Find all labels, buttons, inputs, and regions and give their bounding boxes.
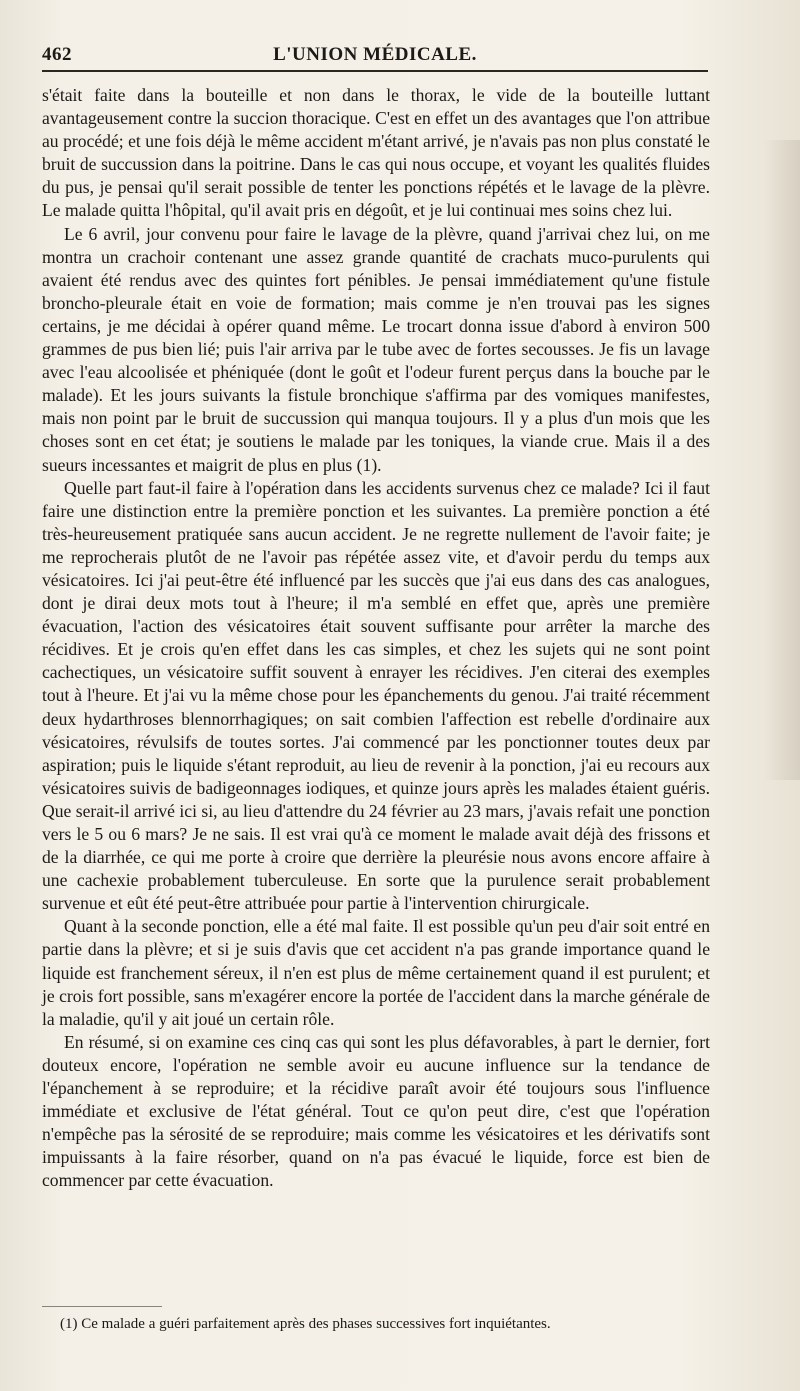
paragraph-2: Le 6 avril, jour convenu pour faire le lavage de la plèvre, quand j'arrivai chez lui, on me montra un crachoir contenant une assez grande quantité de crachats muco-purulents qui avaient été rendus avec des quintes fort pénibles. Je pensai immédiatement qu'une fistule broncho-pleurale était en voie de formation; mais comme je n'en trouvai pas les signes certains, je me décidai à opérer quand même. Le trocart donna issue d'abord à environ 500 grammes de pus bien lié; puis l'air arriva par le tube avec de fortes secousses. Je fis un lavage avec l'eau alcoolisée et phéniquée (dont le goût et l'odeur furent perçus dans la bouche par le malade). Et les jours suivants la fistule bronchique s'affirma par des vomiques manifestes, mais non point par le bruit de succussion qui manqua toujours. Il y a plus d'un mois que les choses sont en cet état; je soutiens le malade par les toniques, la viande crue. Mais il a des sueurs incessantes et maigrit de plus en plus (1). (42, 223, 710, 475)
footnote-separator (42, 1306, 162, 1307)
page-header (42, 40, 708, 72)
paragraph-3: Quelle part faut-il faire à l'opération dans les accidents survenus chez ce malade? Ici il faut faire une distinction entre la première ponction et les suivantes. La première ponction a été très-heureusement pratiquée sans aucun accident. Je ne regrette nullement de l'avoir faite; je me reprocherais plutôt de ne l'avoir pas répétée assez vite, et d'avoir perdu du temps aux vésicatoires. Ici j'ai peut-être été influencé par les succès que j'ai eus dans des cas analogues, dont je dirai deux mots tout à l'heure; il m'a semblé en effet que, après une première évacuation, l'action des vésicatoires était souvent suffisante pour arrêter la marche des récidives. Et je crois qu'en effet dans les cas simples, et chez les sujets qui ne sont point cachectiques, un vésicatoire suffit souvent à enrayer les récidives. J'en citerai des exemples tout à l'heure. Et j'ai vu la même chose pour les épanchements du genou. J'ai traité récemment deux hydarthroses blennorrhagiques; on sait combien l'affection est rebelle d'ordinaire aux vésicatoires, révulsifs de toutes sortes. J'ai commencé par les ponctionner toutes deux par aspiration; puis le liquide s'étant reproduit, au lieu de revenir à la ponction, j'ai eu recours aux vésicatoires suivis de badigeonnages iodiques, et quinze jours après les malades étaient guéris. Que serait-il arrivé ici si, au lieu d'attendre du 24 février au 23 mars, j'avais refait une ponction vers le 5 ou 6 mars? Je ne sais. Il est vrai qu'à ce moment le malade avait déjà des frissons et de la diarrhée, ce qui me porte à croire que derrière la pleurésie nous avons encore affaire à une cachexie probablement tuberculeuse. En sorte que la purulence serait probablement survenue et eût été peut-être attribuée pour partie à l'intervention chirurgicale. (42, 477, 710, 914)
paragraph-5: En résumé, si on examine ces cinq cas qui sont les plus défavorables, à part le dernier, fort douteux encore, l'opération ne semble avoir eu aucune influence sur la tendance de l'épanchement à se reproduire; et la récidive paraît avoir été toujours sous l'influence immédiate et exclusive de l'état général. Tout ce qu'on peut dire, c'est que l'opération n'empêche pas la sérosité de se reproduire; mais comme les vésicatoires et les dérivatifs sont impuissants à la faire résorber, quand on n'a pas évacué le liquide, force est bien de commencer par cette évacuation. (42, 1031, 710, 1191)
page-number: 462 (42, 44, 72, 65)
paragraph-4: Quant à la seconde ponction, elle a été mal faite. Il est possible qu'un peu d'air soit entré en partie dans la plèvre; et si je suis d'avis que cet accident n'a pas grande importance quand le liquide est franchement séreux, il n'en est plus de même certainement quand il est purulent; et je crois fort possible, sans m'exagérer encore la portée de l'accident dans la marche générale de la maladie, qu'il y ait joué un certain rôle. (42, 916, 710, 1029)
paragraph-1: s'était faite dans la bouteille et non dans le thorax, le vide de la bouteille luttant avantageusement contre la succion thoracique. C'est en effet un des avantages que l'on attribue au procédé; et une fois déjà le même accident m'étant arrivé, je n'avais pas non plus constaté le bruit de succussion dans la poitrine. Dans le cas qui nous occupe, et voyant les qualités fluides du pus, je pensai qu'il serait possible de tenter les ponctions répétés et le lavage de la plèvre. Le malade quitta l'hôpital, qu'il avait pris en dégoût, et je lui continuai mes soins chez lui. (42, 85, 710, 221)
running-title: L'UNION MÉDICALE. (273, 44, 477, 65)
body-text (42, 84, 710, 1193)
page-edge-shadow (764, 140, 800, 780)
footnote: (1) Ce malade a guéri parfaitement après des phases successives fort inquiétantes. (60, 1316, 551, 1332)
